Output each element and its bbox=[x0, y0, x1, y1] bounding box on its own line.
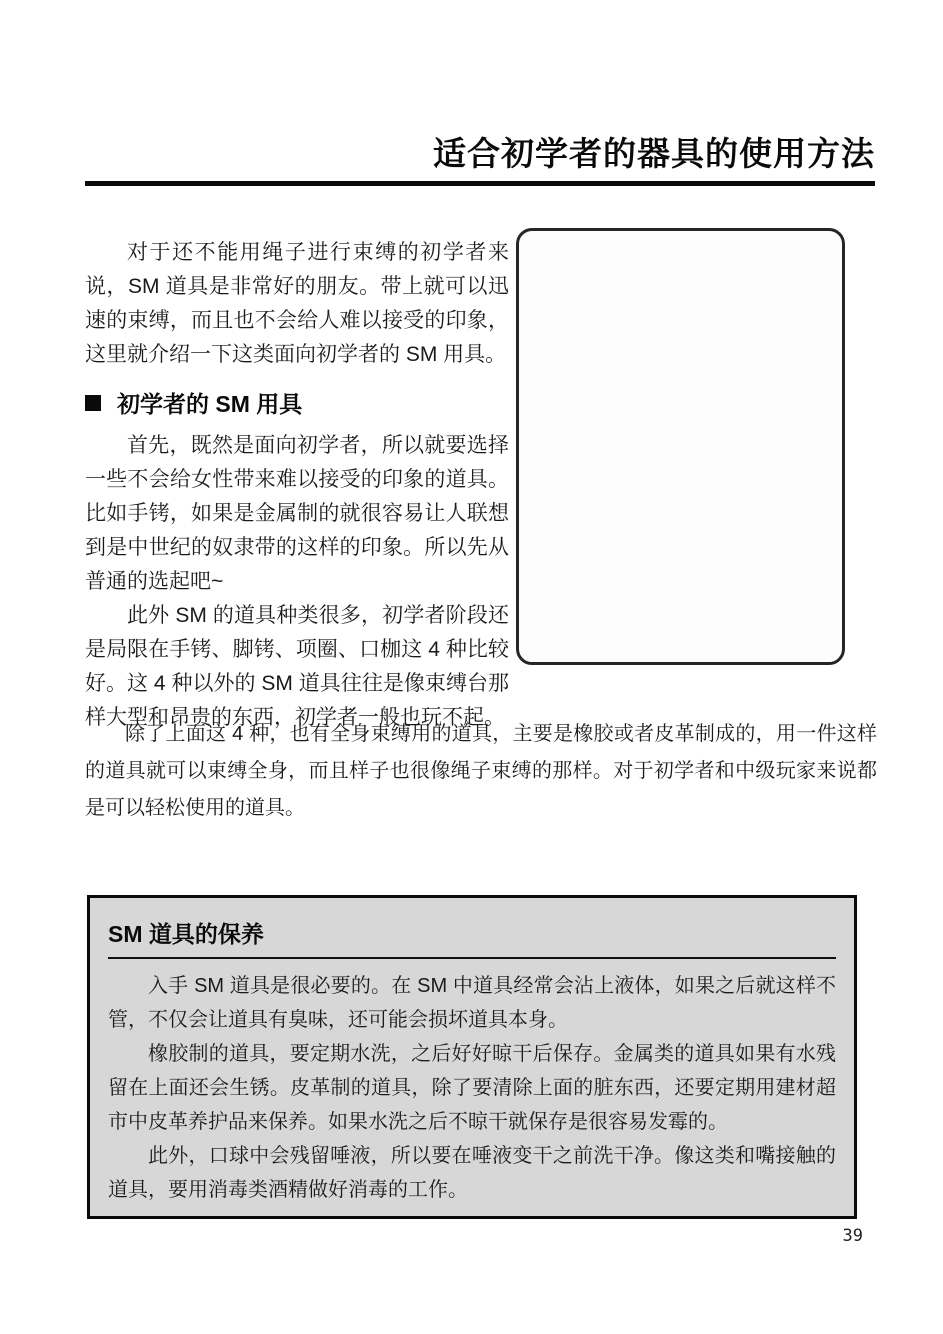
care-info-box bbox=[87, 895, 857, 1219]
paragraph-fullbody-tools: 除了上面这 4 种，也有全身束缚用的道具，主要是橡胶或者皮革制成的，用一件这样的道具就可以束缚全身，而且样子也很像绳子束缚的那样。对于初学者和中级玩家来说都是可以轻松使用的道具。 bbox=[85, 723, 877, 819]
care-paragraph-materials: 橡胶制的道具，要定期水洗，之后好好晾干后保存。金属类的道具如果有水残留在上面还会生锈。皮革制的道具，除了要清除上面的脏东西，还要定期用建材超市中皮革养护品来保养。如果水洗之后不晾干就保存是很容易发霉的。 bbox=[108, 1043, 836, 1133]
care-box-title: SM 道具的保养 bbox=[108, 921, 264, 947]
section-heading-label: 初学者的 SM 用具 bbox=[117, 391, 303, 417]
section-heading bbox=[85, 386, 509, 419]
paragraph-choosing-tools: 首先，既然是面向初学者，所以就要选择一些不会给女性带来难以接受的印象的道具。比如手铐，如果是金属制的就很容易让人联想到是中世纪的奴隶带的这样的印象。所以先从普通的选起吧~ bbox=[85, 434, 509, 593]
left-text-column bbox=[85, 236, 509, 735]
care-box-divider-rule bbox=[108, 957, 836, 959]
intro-paragraph: 对于还不能用绳子进行束缚的初学者来说，SM 道具是非常好的朋友。带上就可以迅速的束缚，而且也不会给人难以接受的印象，这里就介绍一下这类面向初学者的 SM 用具。 bbox=[85, 241, 509, 366]
illustration-frame bbox=[516, 228, 845, 665]
title-divider-rule bbox=[85, 181, 875, 186]
page-title: 适合初学者的器具的使用方法 bbox=[433, 135, 875, 172]
care-paragraph-hygiene: 此外，口球中会残留唾液，所以要在唾液变干之前洗干净。像这类和嘴接触的道具，要用消毒类酒精做好消毒的工作。 bbox=[108, 1145, 836, 1201]
page-number: 39 bbox=[842, 1226, 863, 1246]
care-paragraph-necessity: 入手 SM 道具是很必要的。在 SM 中道具经常会沾上液体，如果之后就这样不管，不仅会让道具有臭味，还可能会损坏道具本身。 bbox=[108, 975, 836, 1031]
paragraph-tool-types: 此外 SM 的道具种类很多，初学者阶段还是局限在手铐、脚铐、项圈、口枷这 4 种比较好。这 4 种以外的 SM 道具往往是像束缚台那样大型和昂贵的东西，初学者一般也玩不起。 bbox=[85, 604, 509, 729]
square-bullet-icon bbox=[85, 395, 101, 411]
